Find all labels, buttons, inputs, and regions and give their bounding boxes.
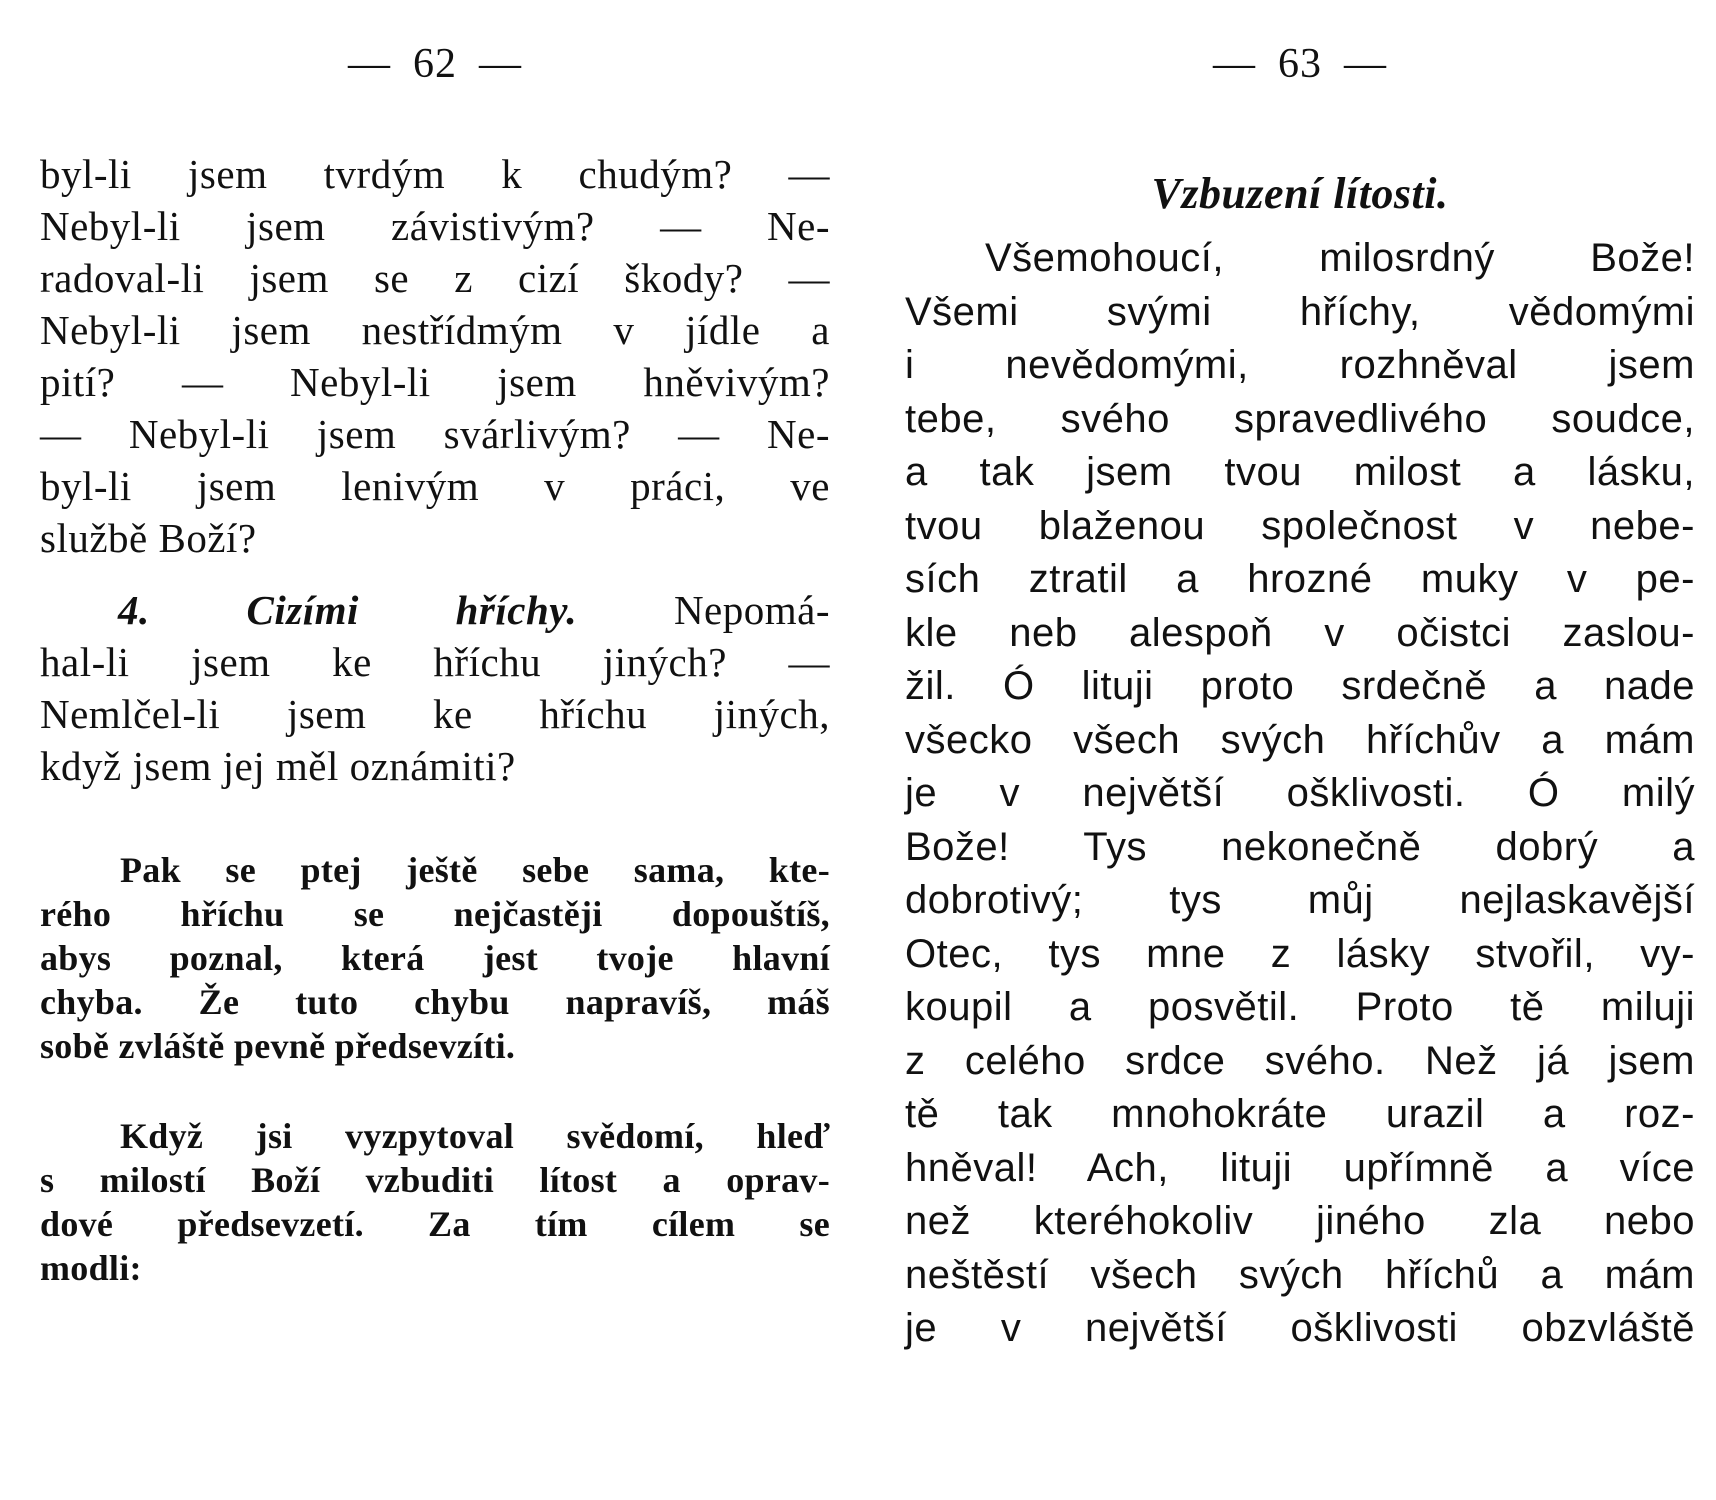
text-line: z celého srdce svého. Než já jsem bbox=[905, 1038, 1695, 1083]
text-line: dobrotivý; tys můj nejlaskavější bbox=[905, 878, 1695, 922]
text-line: Pak se ptej ještě sebe sama, kte- bbox=[120, 850, 830, 890]
text-line: sích ztratil a hrozné muky v pe- bbox=[905, 557, 1695, 601]
paragraph-examination-continued bbox=[40, 148, 830, 564]
text-line: rého hříchu se nejčastěji dopouštíš, bbox=[40, 894, 830, 934]
text-line: a tak jsem tvou milost a lásku, bbox=[905, 450, 1695, 494]
text-line: Když jsi vyzpytoval svědomí, hleď bbox=[120, 1116, 830, 1156]
page-number-left-value: 62 bbox=[413, 41, 457, 87]
text-line: dové předsevzetí. Za tím cílem se bbox=[40, 1204, 830, 1244]
text-line: hal-li jsem ke hříchu jiných? — bbox=[40, 639, 830, 685]
text-line: byl-li jsem lenivým v práci, ve bbox=[40, 463, 830, 509]
text-line: neštěstí všech svých hříchů a mám bbox=[905, 1252, 1695, 1297]
right-page bbox=[905, 0, 1695, 1500]
section-4-heading: 4. Cizími hříchy. bbox=[118, 587, 578, 633]
text-line: pití? — Nebyl-li jsem hněvivým? bbox=[40, 359, 830, 405]
text-line: hněval! Ach, lituji upřímně a více bbox=[905, 1145, 1695, 1190]
section-4-first-line-rest: Nepomá- bbox=[673, 587, 830, 633]
text-line: kle neb alespoň v očistci zaslou- bbox=[905, 610, 1695, 655]
paragraph-prayer-intro bbox=[40, 1114, 830, 1290]
text-line: když jsem jej měl oznámiti? bbox=[40, 743, 516, 789]
section-4-foreign-sins bbox=[40, 584, 830, 792]
page-number-left: — 62 — bbox=[348, 41, 522, 87]
text-line: byl-li jsem tvrdým k chudým? — bbox=[40, 151, 830, 197]
text-line: — Nebyl-li jsem svárlivým? — Ne- bbox=[40, 411, 830, 457]
text-line: koupil a posvětil. Proto tě miluji bbox=[905, 985, 1695, 1029]
text-line: je v největší ošklivosti obzvláště bbox=[905, 1306, 1695, 1350]
page-number-right-value: 63 bbox=[1278, 41, 1322, 87]
text-line: Bože! Tys nekonečně dobrý a bbox=[905, 824, 1695, 869]
text-line: s milostí Boží vzbuditi lítost a oprav- bbox=[40, 1160, 830, 1200]
text-line: Nemlčel-li jsem ke hříchu jiných, bbox=[40, 691, 830, 737]
text-line: Nebyl-li jsem závistivým? — Ne- bbox=[40, 203, 830, 249]
text-line: žil. Ó lituji proto srdečně a nade bbox=[905, 664, 1695, 708]
text-line: Nebyl-li jsem nestřídmým v jídle a bbox=[40, 307, 830, 353]
text-line: radoval-li jsem se z cizí škody? — bbox=[40, 255, 830, 301]
text-line: Všemohoucí, milosrdný Bože! bbox=[985, 236, 1695, 280]
text-line: tvou blaženou společnost v nebe- bbox=[905, 503, 1695, 548]
text-line: Otec, tys mne z lásky stvořil, vy- bbox=[905, 931, 1695, 976]
text-line: abys poznal, která jest tvoje hlavní bbox=[40, 938, 830, 978]
text-line: Všemi svými hříchy, vědomými bbox=[905, 289, 1695, 334]
section-4-first-line bbox=[40, 584, 830, 636]
page-number-right: — 63 — bbox=[1213, 41, 1387, 87]
text-line: modli: bbox=[40, 1248, 142, 1288]
text-line: sobě zvláště pevně předsevzíti. bbox=[40, 1026, 516, 1066]
left-page bbox=[40, 0, 830, 1500]
text-line: tě tak mnohokráte urazil a roz- bbox=[905, 1092, 1695, 1136]
text-line: všecko všech svých hříchův a mám bbox=[905, 717, 1695, 762]
text-line: službě Boží? bbox=[40, 515, 257, 561]
text-line: než kteréhokoliv jiného zla nebo bbox=[905, 1199, 1695, 1243]
text-line: i nevědomými, rozhněval jsem bbox=[905, 343, 1695, 387]
prayer-contrition bbox=[905, 232, 1695, 1356]
text-line: je v největší ošklivosti. Ó milý bbox=[905, 771, 1695, 815]
text-line: chyba. Že tuto chybu napravíš, máš bbox=[40, 982, 830, 1022]
text-line: tebe, svého spravedlivého soudce, bbox=[905, 396, 1695, 441]
paragraph-main-fault bbox=[40, 848, 830, 1068]
section-title: Vzbuzení lítosti. bbox=[1151, 169, 1449, 218]
